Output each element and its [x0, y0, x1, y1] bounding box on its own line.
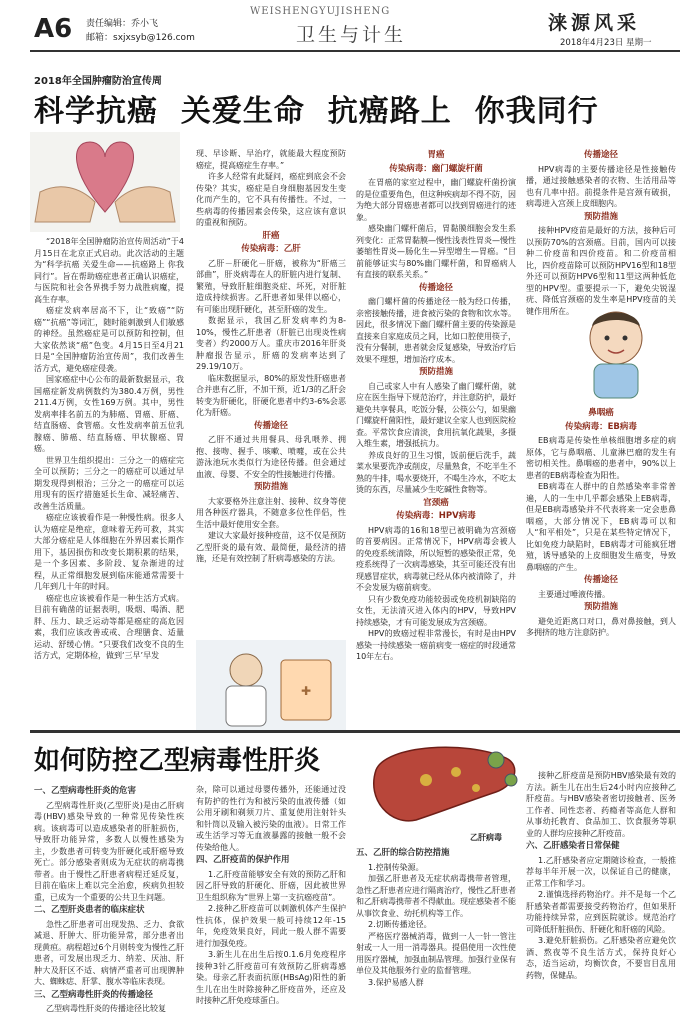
paragraph: 癌症应该被看作是一种慢性病。很多人认为癌症是绝症，意味着无药可救，其实大部分癌症是人体细胞在外界因素长期作用下，基因损伤和改变长期积累的结果，是一个多因素、多阶段、复杂渐进的过程，从正常细胞发展到临床能通常需要十几年到几十年的时间。 [34, 513, 184, 591]
header-rule [30, 50, 680, 52]
paragraph: 只有少数免疫功能较弱或免疫机制缺陷的女性，无法清灭进入体内的HPV，导致HPV持续感染，才有可能发展成为宫颈癌。 [356, 594, 516, 627]
paragraph: 3.保护易感人群 [368, 977, 424, 987]
liver-illustration [356, 740, 526, 832]
subhead-transmission: 传播途径 [583, 575, 618, 585]
section-title: 卫生与计生 [296, 24, 407, 46]
doctor-cartoon-illustration [196, 640, 346, 730]
editor-email: 邮箱：sxjxsyb@126.com [86, 33, 195, 43]
editor-credit: 责任编辑：乔小飞 [86, 19, 159, 29]
section-divider [30, 730, 680, 733]
paragraph: 自己或家人中有人感染了幽门螺杆菌，就应在医生指导下规范治疗，并注意防护，最好避免共享餐具，吃饭分餐，公筷公勺，如果幽门螺旋杆菌阳性，最好建议全家人也到医院检查。平常饮食应清淡，食用抗氧化蔬果，多摄入维生素，增强抵抗力。 [356, 381, 516, 448]
paragraph: 世界卫生组织提出：三分之一的癌症完全可以预防；三分之一的癌症可以通过早期发现得到根治；三分之一的癌症可以运用现有的医疗措施延长生命、减轻痛苦、改善生活质量。 [34, 455, 184, 511]
paragraph: 乙肝不通过共用餐具、母乳喂养、拥抱、接吻、握手、咳嗽、喷嚏，或在公共游泳池玩水类似行为途径传播。但会通过血液、母婴、不安全的性接触进行传播。 [196, 435, 346, 479]
paper-masthead: 涞源风采 [548, 12, 641, 34]
paragraph: HPV病毒的16和18型已被明确为宫颈癌的首要病因。正常情况下，HPV病毒会被人的免疫系统清除，所以短暂的感染很正常，免疫系统得了一次病毒感染，其至可能还没有出现感冒症状，病毒就已经从体内被清除了，并不会发展为癌前病变。 [356, 525, 516, 592]
paragraph: 许多人经常有此疑问，癌症到底会不会传染？其实，癌症是自身细胞基因发生变化而产生的，它不具有传播性。不过，一些病毒的传播因素会传染，这应该有意识的重视和预防。 [196, 172, 346, 227]
story1-kicker: 2018年全国肿瘤防治宣传周 [34, 76, 162, 87]
paragraph: 乙肝－肝硬化－肝癌，被称为“肝癌三部曲”，肝炎病毒在人的肝脏内进行复制、繁殖，导致肝脏细胞炎症、坏死，对肝脏造成持续损害。乙肝患者如果伴以癌心，有可能出现肝硬化，甚至肝癌的发生。 [196, 258, 346, 314]
paragraph: 养成良好的卫生习惯，饭前便后洗手，蔬菜水果要洗净或削皮，尽量熟食，不吃半生不熟的牛排，喝水要烧开，不喝生冷水，不吃太烫的东西，尽量减少生吃碱性食物等。 [356, 450, 516, 494]
subhead-transmission: 传播途径 [253, 420, 288, 431]
paragraph: 1.乙肝疫苗能够安全有效的预防乙肝和因乙肝导致的肝硬化、肝癌，因此被世界卫生组织称为“世界上第一支抗癌疫苗”。 [196, 869, 346, 902]
svg-text:✚: ✚ [300, 684, 312, 698]
story1-col4-lower [526, 406, 676, 639]
paragraph: 幽门螺杆菌的传播途径一般为经口传播，亲密接触传播，进食被污染的食物和饮水等。因此，很多情况下幽门螺杆菌主要的传染源是直接来自家庭成员之间，比如口腔使用筷子，没有分餐制，患者就会反复感染，导致治疗后效果不理想，增加治疗成本。 [356, 297, 516, 364]
paragraph: HPV病毒的主要传播途径是性接触传播，通过接触感染者的衣物、生活用品等也有几率中招。前提条件是宫颈有破损，病毒进入宫颈上皮细胞内。 [526, 164, 676, 208]
page-header [0, 0, 700, 52]
page-number: A6 [34, 14, 73, 44]
story2-headline: 如何防控乙型病毒性肝炎 [34, 746, 321, 776]
paragraph: 数据显示，我国乙肝发病率约为8-10%，慢性乙肝患者（肝脏已出现炎性病变者）约2000万人。重庆市2016年肝炎肿瘤报告显示，肝癌的发病率达到了29.19/10万。 [196, 316, 346, 371]
subhead-virus-hp: 传染病毒：幽门螺旋杆菌 [389, 163, 483, 174]
paragraph: 2.谨慎选择药物治疗。并不是每一个乙肝感染者都需要接受药物治疗，但如果肝功能持续异常，应到医院就诊。规范治疗可降低肝脏损伤、肝硬化和肝癌的风险。 [526, 890, 676, 934]
paragraph: HPV的致癌过程非常漫长，有时是由HPV感染一持续感染一癌前病变一癌症的时段通常10年左右。 [356, 629, 516, 661]
paragraph: 癌症也应该被看作是一种生活方式病。目前有确凿的证据表明，吸烟、喝酒、肥胖、压力、缺乏运动等都是癌症的高危因素，我们应该改善或戒、合理膳食、适量运动、舒缓心情。“只要我们改变不良的生活方式，定期体检，做到‘三早’早发 [34, 593, 184, 660]
paragraph: 3.新生儿在出生后按0.1.6月免疫程序接种3针乙肝疫苗可有效预防乙肝病毒感染。母亲乙肝表面抗原(HBsAg)阳性的新生儿在出生时除接种乙肝疫苗外，还应及时接种乙肝免疫球蛋白。 [196, 950, 346, 1005]
subhead-virus-hepb: 传染病毒：乙肝 [241, 244, 301, 254]
paragraph: 乙型病毒性肝炎的传播途径比较复 [46, 1004, 166, 1013]
story1-col2 [196, 148, 346, 565]
paragraph: 现、早诊断、早治疗，就能最大程度预防癌症，提高癌症生存率。” [196, 149, 346, 170]
paragraph: 2.切断传播途径。 [368, 920, 432, 929]
subhead-prevention: 预防措施 [583, 211, 618, 222]
paragraph: 乙型病毒性肝炎(乙型肝炎)是由乙肝病毒(HBV)感染导致的一种常见传染性疾病。该病毒可以造成感染者的肝脏损伤，导致肝功能异常，多数人以慢性感染为主，少数患者可转变为肝硬化或肝癌导致死亡。部分感染者则成为无症状的病毒携带者。由于慢性乙肝患者病程迁延反复，目前在临床上难以完全治愈，疾病负担较重，已成为一个重要的公共卫生问题。 [34, 800, 184, 902]
subhead-transmission: 传播途径 [583, 150, 618, 160]
subhead-transmission: 传播途径 [418, 282, 453, 293]
subhead-prevention: 预防措施 [418, 367, 453, 377]
paragraph: 杂，除可以通过母婴传播外，还能通过没有防护的性行为和被污染的血液传播（如公用牙刷和剃须刀片、重复使用注射针头和针筒以及输入被污染的血液）。日常工作或生活学习等无血液暴露的接触一般不会传染给他人。 [196, 785, 346, 852]
paragraph: 在胃癌的家室过程中，幽门螺旋杆菌扮演的是位重要角色，但这种疾病却不得不防，因为绝大部分胃癌患者都可以找到胃癌进行的迹象。 [356, 178, 516, 222]
subhead-virus-hpv: 传染病毒：HPV病毒 [396, 511, 476, 521]
paragraph: 1.乙肝感染者应定期随诊检查，一般推荐每半年开展一次，以保证自己的健康，正常工作和学习。 [526, 855, 676, 888]
paragraph: 急性乙肝患者可出现发热、乏力、食欲减退、肝肿大、肝功能异常，部分患者出现黄疸。病程超过6个月则转变为慢性乙肝患者，可发展出现乏力、纳差、厌油、肝肿大及肝区不适、病情严重者可出现脾肿大、蜘蛛痣、肝掌、腹水等临床表现。 [34, 919, 184, 986]
hands-ribbon-illustration [30, 132, 180, 232]
subhead: 三、乙型病毒性肝炎的传播途径 [34, 989, 154, 1000]
subhead-cervical-cancer: 宫颈癌 [423, 497, 449, 508]
story1-col3 [356, 148, 516, 663]
child-cartoon-illustration [556, 300, 676, 400]
paragraph: 接种乙肝疫苗是预防HBV感染最有效的方法。新生儿在出生后24小时内应接种乙肝疫苗。与HBV感染者密切接触者、医务工作者、同性恋者、药瘾者等高危人群和从事幼托教育、食品加工、饮食服务等职业的人群均应接种乙肝疫苗。 [526, 771, 676, 838]
subhead: 六、乙肝感染者日常保健 [526, 841, 620, 851]
hbv-label: 乙肝病毒 [470, 833, 502, 842]
subhead-liver-cancer: 肝癌 [262, 230, 280, 241]
paragraph: 建议大家最好接种疫苗，这不仅是预防乙型肝炎的最有效、最简便，最经济的措施，还是有效控制了肝病毒感染的方法。 [196, 531, 346, 563]
story1-col4 [526, 148, 676, 317]
story2-col4 [526, 770, 676, 981]
subhead-prevention: 预防措施 [583, 602, 618, 612]
paragraph: 接种HPV疫苗是最好的方法，接种后可以预防70%的宫颈癌。目前，国内可以接种二价疫苗和四价疫苗。和二价疫苗相比，四价疫苗除可以预防HPV16型和18型外还可以预防HPV6型和11型这两种低危型的HPV型。重要提示一下，避免尖锐湿疣、降低宫颈癌的发生率是HPV疫苗的关键作用所在。 [526, 226, 676, 316]
paragraph: 国家癌症中心公布的最新数据显示，我国癌症新发病例数约为380.4万例，男性211.4万例，女性169万例。其中，男性发病率排名前五的为肺癌、胃癌、肝癌、结直肠癌、食管癌。女性发病率前五位乳腺癌、肺癌、结直肠癌、甲状腺癌、胃癌。 [34, 375, 184, 453]
section-pinyin: WEISHENGYUJISHENG [250, 6, 391, 17]
paragraph: 避免近距离口对口，鼻对鼻接触，到人多拥挤的地方注意防护。 [526, 616, 676, 637]
paragraph: 2.接种乙肝疫苗可以刺激机体产生保护性抗体，保护效果一般可持续12年-15年，免疫效果良好，同此一般人群不需要进行加强免疫。 [196, 904, 346, 948]
subhead: 五、乙肝的综合防控措施 [356, 848, 450, 858]
paragraph: 主要通过唾液传播。 [538, 589, 610, 599]
issue-date: 2018年4月23日 星期一 [560, 38, 652, 48]
paragraph: 癌症发病率居高不下，让“致癌”“防癌”“抗癌”等词汇，随时能刺激到人们敏感的神经。虽然癌症是可以预防和控制，但大家依然谈“癌”色变。4月15日至4月21日是“全国肿瘤防治宣传周”，我们改善生活方式，避免癌症侵袭。 [34, 306, 184, 373]
paragraph: 临床数据显示，80%的原发性肝癌患者合并患有乙肝，不加干预，近1/3的乙肝会转变为肝硬化，肝硬化患者中约3-6%会恶化为肝癌。 [196, 373, 346, 417]
subhead-virus-eb: 传染病毒：EB病毒 [565, 421, 637, 432]
paragraph: EB病毒在人群中的自然感染率非常普遍，人的一生中几乎都会感染上EB病毒，但是EB病毒感染并不代表将来一定会患鼻咽癌，大部分情况下，EB病毒可以和人“和平相处”，只是在某些特定情况下，比如免疫力缺陷时，EB病毒才可能疯狂增殖，诱导感染的上皮细胞发生癌变，导致鼻咽癌的产生。 [526, 482, 676, 572]
paragraph: EB病毒是传染性单核细胞增多症的病原体，它与鼻咽癌、儿童淋巴瘤的发生有密切相关性。鼻咽癌的患者中，90%以上患者的EB病毒检查为阳性。 [526, 436, 676, 480]
subhead-nasopharyngeal-cancer: 鼻咽癌 [588, 408, 614, 418]
story2-col2 [196, 784, 346, 1007]
story1-headline: 科学抗癌 关爱生命 抗癌路上 你我同行 [34, 94, 599, 129]
subhead: 一、乙型病毒性肝炎的危害 [34, 786, 137, 796]
story2-col3 [356, 846, 516, 988]
paragraph: 3.避免肝脏损伤。乙肝感染者应避免饮酒、熬夜等不良生活方式，保持良好心态，适当运动，均衡饮食，不要盲目乱用药物，保健品。 [526, 936, 676, 980]
subhead-prevention: 预防措施 [253, 482, 288, 492]
paragraph: 感染幽门螺杆菌后，胃黏膜细胞会发生系列变化：正常胃黏膜—慢性浅表性胃炎—慢性萎缩性胃炎—肠化生—异型增生—胃癌。“目前能够证实与80%幽门螺杆菌，和胃癌病人有直接的联系关系。” [356, 224, 516, 279]
subhead-stomach-cancer: 胃癌 [427, 150, 445, 160]
paragraph: 严格医疗器械消毒，做到一人一针一管注射或一人一用一消毒器具。提倡使用一次性使用医疗器械，加强血制品管理。加强行业保有单位及其他服务行业的监督管理。 [356, 931, 516, 975]
paragraph: 1.控制传染源。 [368, 862, 424, 872]
subhead: 二、乙型肝炎患者的临床症状 [34, 905, 145, 915]
paragraph: “2018年全国肿瘤防治宣传周活动”于4月15日在北京正式启动。此次活动的主题为“科学抗癌 关爱生命——抗癌路上 你我同行”。旨在帮助癌症患者正确认识癌症，与医院和社会各界携手努力战胜病魔，提高生存率。 [34, 237, 184, 304]
paragraph: 大家要格外注意注射、接种、纹身等使用各种医疗器具，不随意多位性伴侣，性生活中最好使用安全套。 [196, 496, 346, 529]
subhead: 四、乙肝疫苗的保护作用 [196, 855, 290, 865]
story1-col1 [34, 236, 184, 662]
paragraph: 加强乙肝患者及无症状病毒携带者管理，急性乙肝患者应进行隔离治疗，慢性乙肝患者和乙肝病毒携带者不得献血。现症感染者不能从事饮食业、幼托机构等工作。 [356, 874, 516, 918]
